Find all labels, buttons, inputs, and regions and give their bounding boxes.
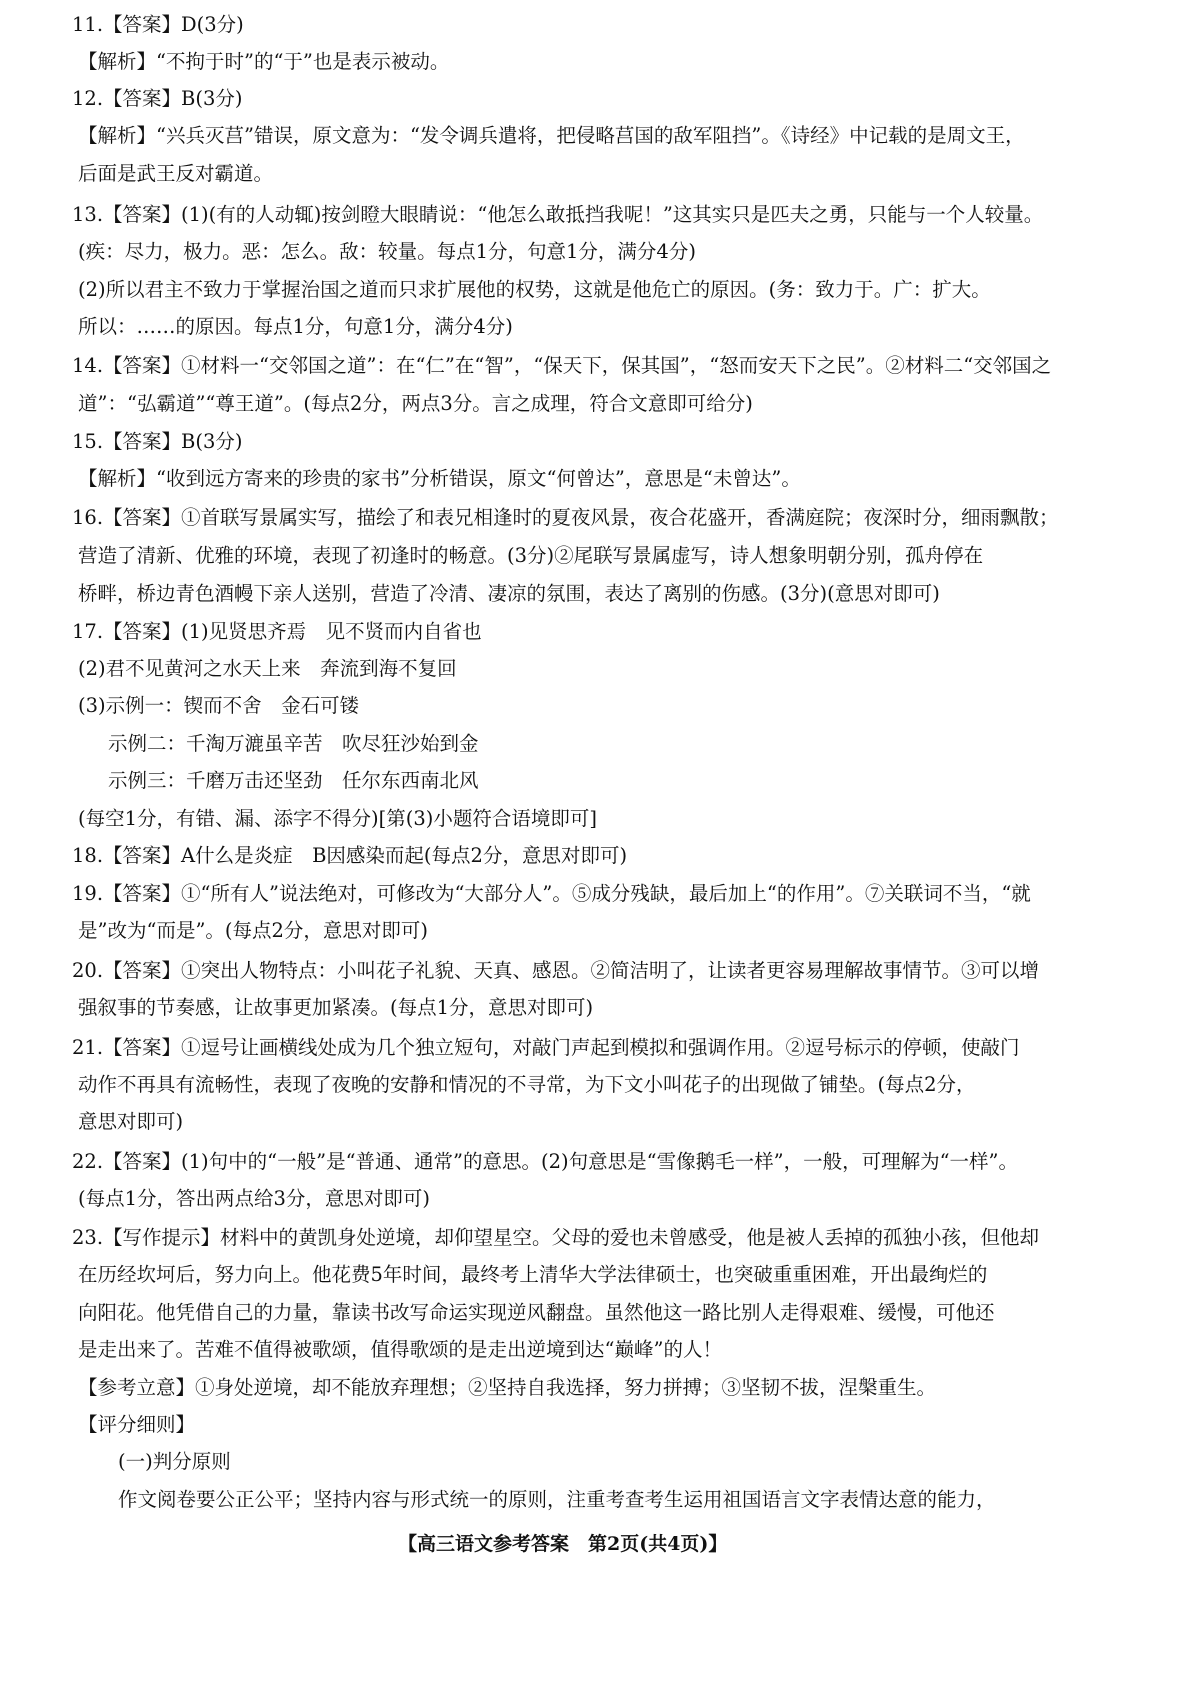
page-footer: 【高三语文参考答案 第2页(共4页)】 [398, 1533, 728, 1555]
line-17: 17.【答案】(1)见贤思齐焉 见不贤而内自省也 [72, 620, 482, 643]
line-16: 桥畔，桥边青色酒幔下亲人送别，营造了冷清、凄凉的氛围，表达了离别的伤感。(3分)(意思对即可) [78, 582, 940, 605]
line-21: 示例三：千磨万击还坚劲 任尔东西南北风 [108, 769, 479, 792]
line-28: 21.【答案】①逗号让画横线处成为几个独立短句，对敲门声起到模拟和强调作用。②逗号标示的停顿，使敲门 [72, 1036, 1020, 1059]
line-24: 19.【答案】①“所有人”说法绝对，可修改为“大部分人”。⑤成分残缺，最后加上“的作用”。⑦关联词不当，“就 [72, 882, 1031, 905]
line-20: 示例二：千淘万漉虽辛苦 吹尽狂沙始到金 [108, 732, 479, 755]
line-19: (3)示例一：锲而不舍 金石可镂 [78, 694, 360, 717]
line-35: 向阳花。他凭借自己的力量，靠读书改写命运实现逆风翻盘。虽然他这一路比别人走得艰难、缓慢，可他还 [78, 1301, 995, 1324]
line-6: 13.【答案】(1)(有的人动辄)按剑瞪大眼睛说：“他怎么敢抵挡我呢！”这其实只是匹夫之勇，只能与一个人较量。 [72, 203, 1044, 226]
line-10: 14.【答案】①材料一“交邻国之道”：在“仁”在“智”，“保天下，保其国”，“怒而安天下之民”。②材料二“交邻国之 [72, 354, 1052, 377]
line-39: (一)判分原则 [118, 1450, 231, 1473]
line-18: (2)君不见黄河之水天上来 奔流到海不复回 [78, 657, 457, 680]
line-7: (疾：尽力，极力。恶：怎么。敌：较量。每点1分，句意1分，满分4分) [78, 240, 696, 263]
line-2: 【解析】“不拘于时”的“于”也是表示被动。 [78, 50, 450, 73]
line-11: 道”：“弘霸道”“尊王道”。(每点2分，两点3分。言之成理，符合文意即可给分) [78, 392, 753, 415]
line-26: 20.【答案】①突出人物特点：小叫花子礼貌、天真、感恩。②简洁明了，让读者更容易理解故事情节。③可以增 [72, 959, 1040, 982]
line-3: 12.【答案】B(3分) [72, 87, 243, 110]
line-38: 【评分细则】 [78, 1413, 196, 1436]
line-4: 【解析】“兴兵灭莒”错误，原文意为：“发令调兵遣将，把侵略莒国的敌军阻挡”。《诗经》中记载的是周文王， [78, 124, 1025, 147]
line-23: 18.【答案】A什么是炎症 B因感染而起(每点2分，意思对即可) [72, 844, 628, 867]
line-32: (每点1分，答出两点给3分，意思对即可) [78, 1187, 431, 1210]
line-37: 【参考立意】①身处逆境，却不能放弃理想；②坚持自我选择，努力拼搏；③坚韧不拔，涅槃重生。 [78, 1376, 937, 1399]
line-34: 在历经坎坷后，努力向上。他花费5年时间，最终考上清华大学法律硕士，也突破重重困难，开出最绚烂的 [78, 1263, 988, 1286]
line-40: 作文阅卷要公正公平；坚持内容与形式统一的原则，注重考查考生运用祖国语言文字表情达意的能力， [118, 1488, 996, 1511]
line-5: 后面是武王反对霸道。 [78, 162, 274, 185]
line-9: 所以：……的原因。每点1分，句意1分，满分4分) [78, 315, 513, 338]
line-33: 23.【写作提示】材料中的黄凯身处逆境，却仰望星空。父母的爱也未曾感受，他是被人丢掉的孤独小孩，但他却 [72, 1226, 1040, 1249]
line-22: (每空1分，有错、漏、添字不得分)[第(3)小题符合语境即可] [78, 807, 597, 830]
line-15: 营造了清新、优雅的环境，表现了初逢时的畅意。(3分)②尾联写景属虚写，诗人想象明朝分别，孤舟停在 [78, 544, 984, 567]
line-25: 是”改为“而是”。(每点2分，意思对即可) [78, 919, 429, 942]
line-8: (2)所以君主不致力于掌握治国之道而只求扩展他的权势，这就是他危亡的原因。(务：致力于。广：扩大。 [78, 278, 991, 301]
line-27: 强叙事的节奏感，让故事更加紧凑。(每点1分，意思对即可) [78, 996, 594, 1019]
line-13: 【解析】“收到远方寄来的珍贵的家书”分析错误，原文“何曾达”，意思是“未曾达”。 [78, 467, 801, 490]
line-1: 11.【答案】D(3分) [72, 13, 244, 36]
line-31: 22.【答案】(1)句中的“一般”是“普通、通常”的意思。(2)句意思是“雪像鹅毛一样”，一般，可理解为“一样”。 [72, 1150, 1019, 1173]
line-36: 是走出来了。苦难不值得被歌颂，值得歌颂的是走出逆境到达“巅峰”的人！ [78, 1338, 722, 1361]
line-29: 动作不再具有流畅性，表现了夜晚的安静和情况的不寻常，为下文小叫花子的出现做了铺垫。(每点2分， [78, 1073, 976, 1096]
line-12: 15.【答案】B(3分) [72, 430, 243, 453]
line-14: 16.【答案】①首联写景属实写，描绘了和表兄相逢时的夏夜风景，夜合花盛开，香满庭院；夜深时分，细雨飘散； [72, 506, 1059, 529]
line-30: 意思对即可) [78, 1110, 184, 1133]
